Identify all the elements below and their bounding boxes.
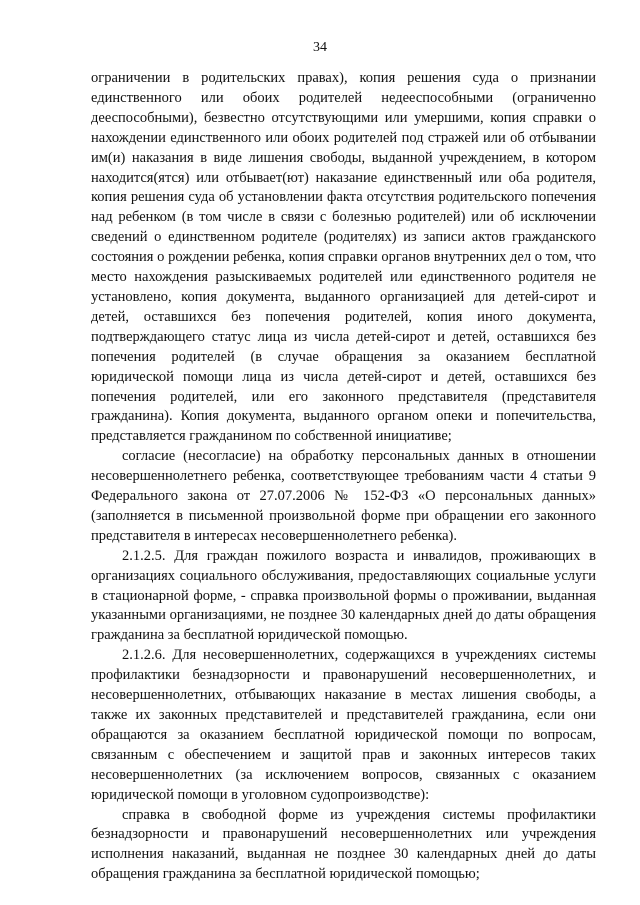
paragraph-5: справка в свободной форме из учреждения системы профилактики безнадзорности и правонарушений несовершеннолетних или учреждения исполнения наказаний, выданная не позднее 30 календарных дней до даты обращения гражданина за бесплатной юридической помощью; <box>91 806 596 883</box>
paragraph-4: 2.1.2.6. Для несовершеннолетних, содержащихся в учреждениях системы профилактики безнадзорности и правонарушений несовершеннолетних, и несовершеннолетних, отбывающих наказание в местах лишения свободы, а также их законных представителей и представителей гражданина, если они обращаются за оказанием бесплатной юридической помощи по вопросам, связанным с обеспечением и защитой прав и законных интересов таких несовершеннолетних (за исключением вопросов, связанных с оказанием юридической помощи в уголовном судопроизводстве): <box>91 647 596 803</box>
page-number: 34 <box>313 40 327 55</box>
paragraph-2: согласие (несогласие) на обработку персональных данных в отношении несовершеннолетнего ребенка, соответствующее требованиям части 4 статьи 9 Федерального закона от 27.07.2006 № 152-ФЗ «О персональных данных» (заполняется в письменной произвольной форме при обращении его законного представителя в интересах несовершеннолетнего ребенка). <box>91 448 596 544</box>
paragraph-3: 2.1.2.5. Для граждан пожилого возраста и инвалидов, проживающих в организациях социального обслуживания, предоставляющих социальные услуги в стационарной форме, - справка произвольной формы о проживании, выданная указанными организациями, не позднее 30 календарных дней до даты обращения гражданина за бесплатной юридической помощью. <box>91 547 596 644</box>
paragraph-1: ограничении в родительских правах), копия решения суда о признании единственного или обоих родителей недееспособными (ограниченно дееспособными), безвестно отсутствующими или умершими, копия справки о нахождении единственного или обоих родителей под стражей или об отбывании им(и) наказания в виде лишения свободы, выданной учреждением, в котором находится(ятся) или отбывает(ют) наказание единственный или оба родителя, копия решения суда об установлении факта отсутствия родительского попечения над ребенком (в том числе в связи с болезнью родителей) или об исключении сведений о единственном родителе (родителях) из записи актов гражданского состояния о рождении ребенка, копия справки органов внутренних дел о том, что место нахождения разыскиваемых родителей или единственного родителя не установлено, копия документа, выданного организацией для детей-сирот и детей, оставшихся без попечения родителей, копия иного документа, подтверждающего статус лица из числа детей-сирот и детей, оставшихся без попечения родителей (в случае обращения за оказанием бесплатной юридической помощи лица из числа детей-сирот и детей, оставшихся без попечения родителей, или его законного представителя (представителя гражданина). Копия документа, выданного органом опеки и попечительства, представляется гражданином по собственной инициативе; <box>91 70 596 445</box>
document-body <box>91 69 596 885</box>
